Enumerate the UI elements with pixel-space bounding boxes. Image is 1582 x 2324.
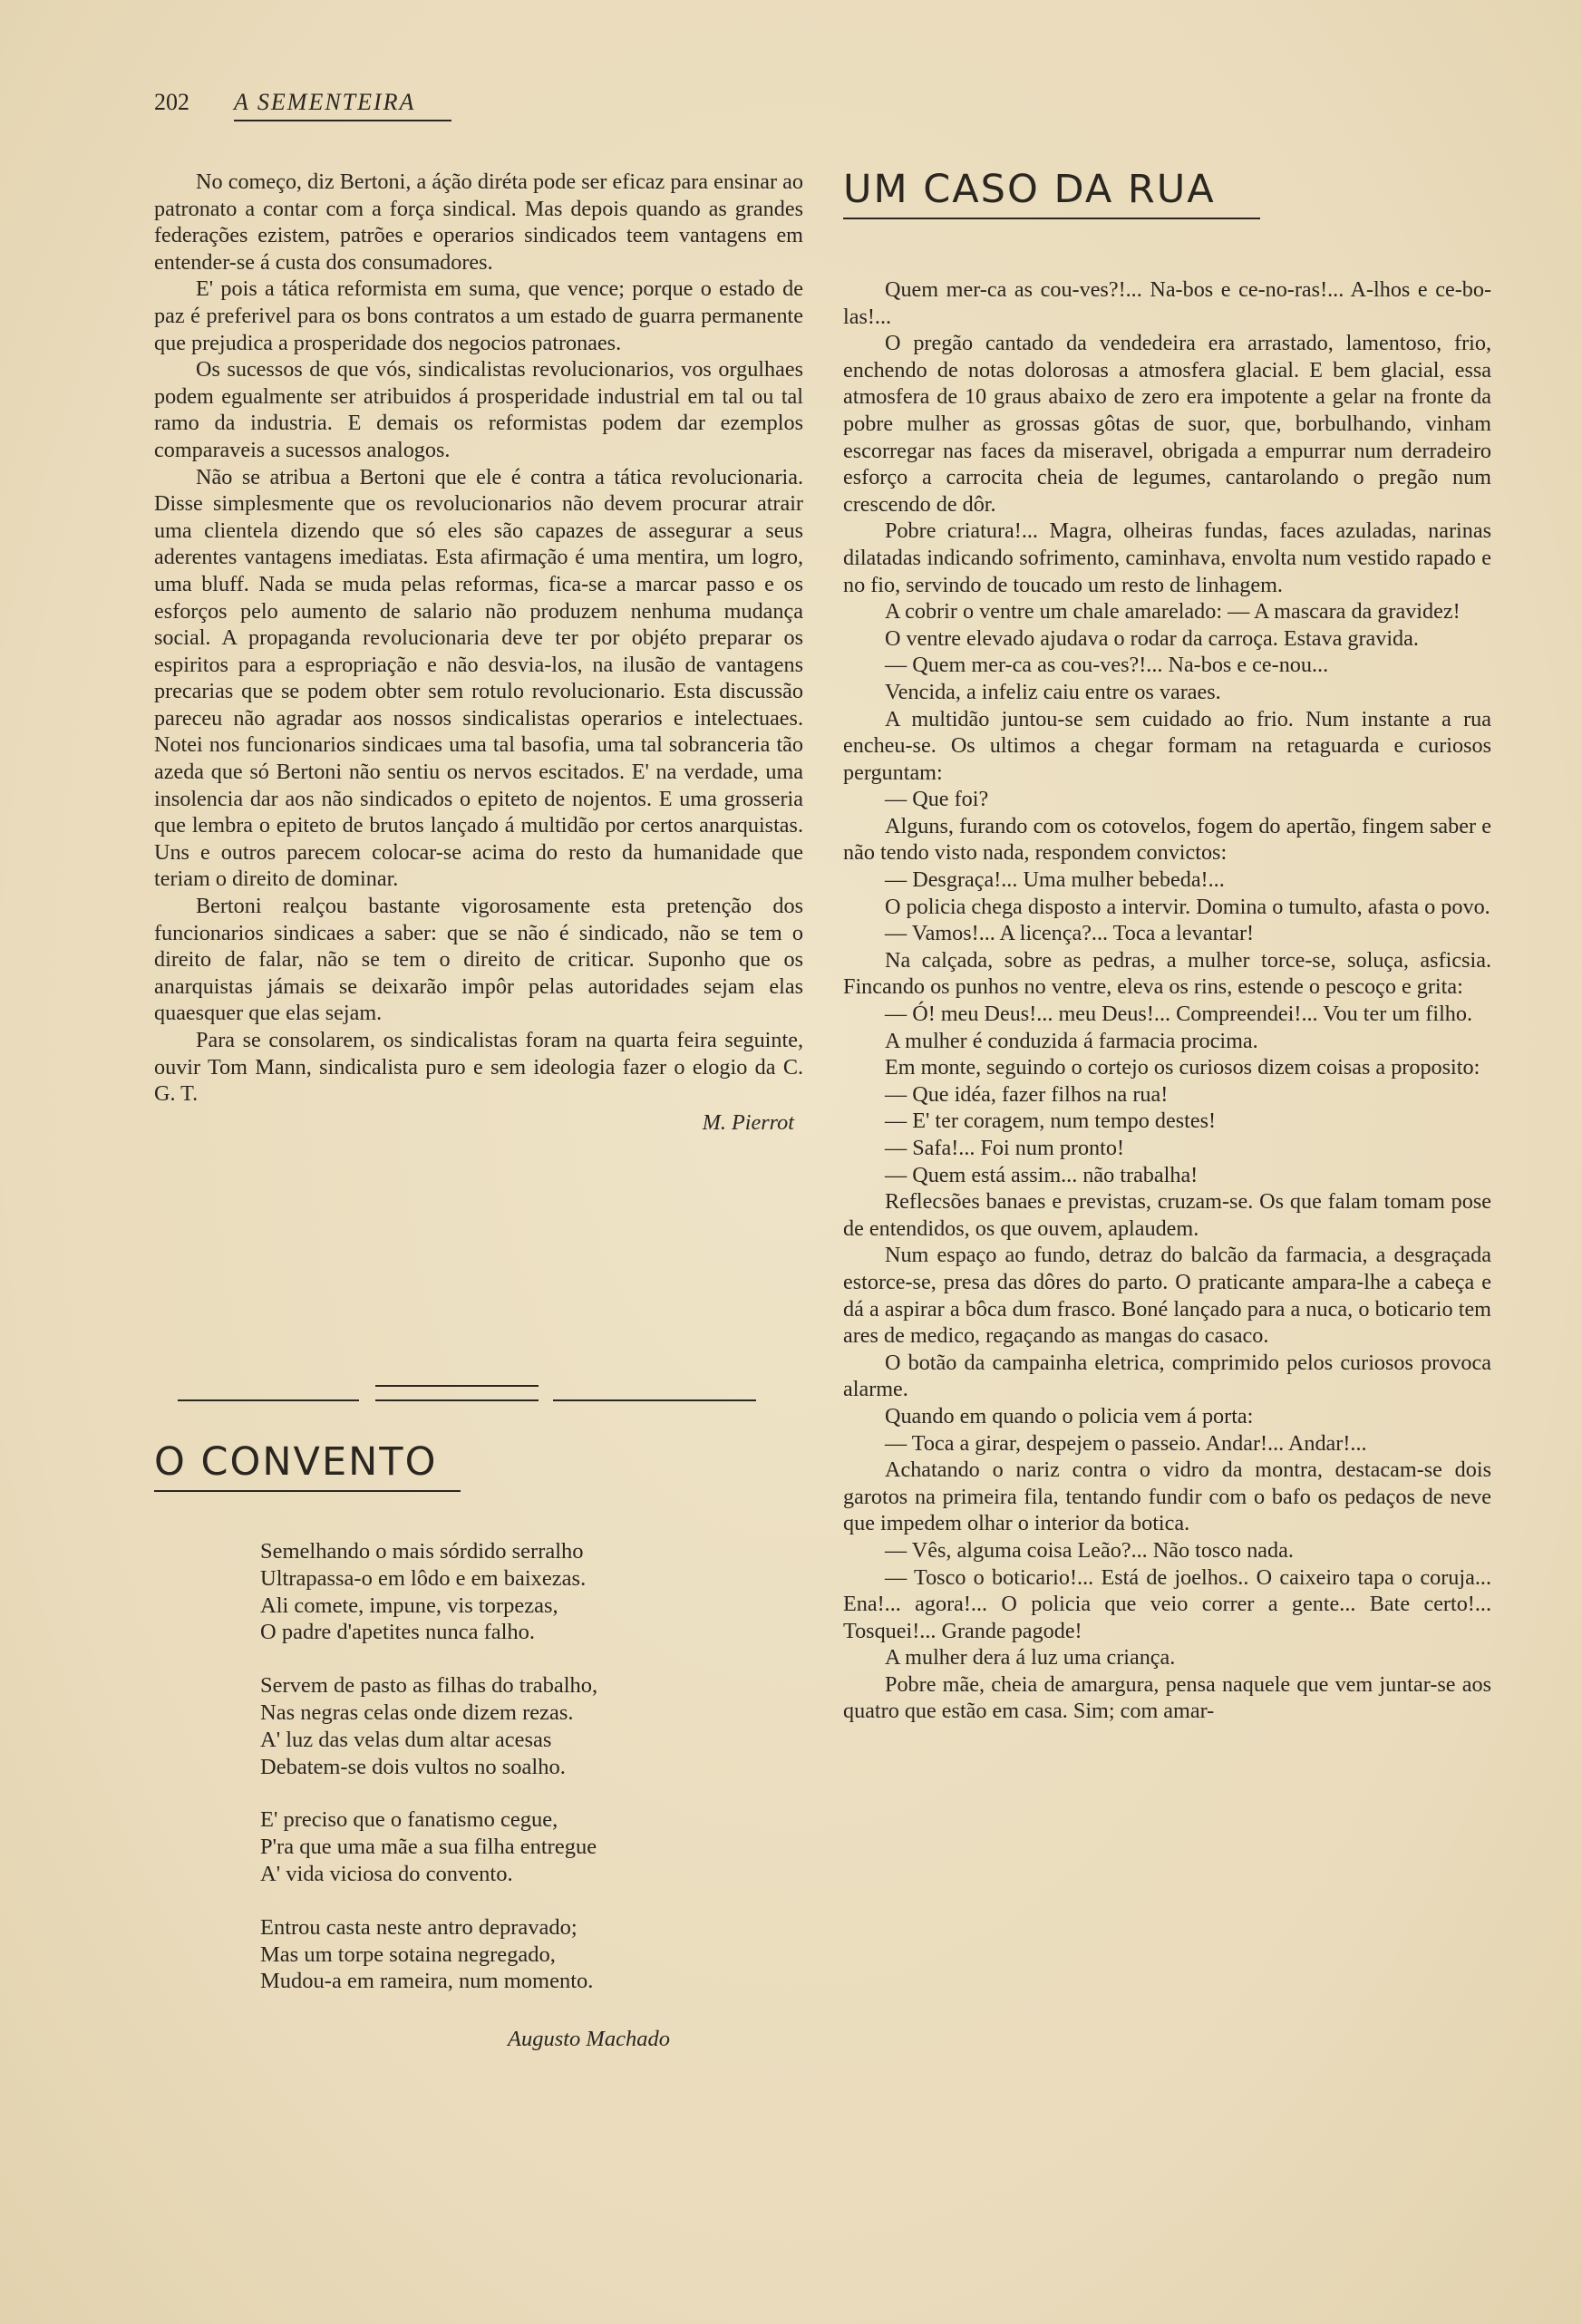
article-paragraph: — Toca a girar, despejem o passeio. Andar!... Andar!... — [885, 1430, 1367, 1456]
article-paragraph: Na calçada, sobre as pedras, a mulher torce-se, soluça, asficsia. Fincando os punhos no ventre, eleva os rins, estende o pescoço e grita: — [843, 947, 1491, 1000]
article-paragraph: Pobre criatura!... Magra, olheiras fundas, faces azuladas, narinas dilatadas indicando sofrimento, caminhava, envolta num vestido rapado e no fio, servindo de toucado um resto de linhagem. — [843, 518, 1491, 597]
article-paragraph: O botão da campainha eletrica, comprimido pelos curiosos provoca alarme. — [843, 1350, 1491, 1402]
article-paragraph: O pregão cantado da vendedeira era arrastado, lamentoso, frio, enchendo de notas dolorosas a atmosfera glacial. E bem glacial, essa atmosfera de 10 graus abaixo de zero era impotente a gelar na fronte da pobre mulher as grossas gôtas de suor, que, borbulhando, vinham escorregar nas faces da miseravel, obrigada a empurrar num derradeiro esforço a carrocita cheia de legumes, cantarolando o pregão num crescendo de dôr. — [843, 331, 1491, 517]
article-paragraph: — Ó! meu Deus!... meu Deus!... Compreendei!... Vou ter um filho. — [885, 1002, 1473, 1027]
poem-line: A' luz das velas dum altar acesas — [260, 1727, 552, 1752]
article-paragraph: — E' ter coragem, num tempo destes! — [885, 1109, 1217, 1134]
article-paragraph: E' pois a tática reformista em suma, que vence; porque o estado de paz é preferivel para os bons contratos a um estado de guarra permanente que prejudica a prosperidade dos negocios patronaes. — [154, 276, 803, 355]
poem-stanza — [260, 1806, 768, 1887]
poem-line: A' vida viciosa do convento. — [260, 1861, 513, 1886]
article-paragraph: No começo, diz Bertoni, a áção diréta pode ser eficaz para ensinar ao patronato a contar com a força sindical. Mas depois quando as grandes federações ezistem, patrões e operarios sindicados teem vantagens em entender-se á custa dos consumadores. — [154, 169, 803, 275]
poem-line: Entrou casta neste antro depravado; — [260, 1914, 577, 1940]
article-paragraph: Para se consolarem, os sindicalistas foram na quarta feira seguinte, ouvir Tom Mann, sindicalista puro e sem ideologia fazer o elogio da C. G. T. — [154, 1028, 803, 1107]
article-paragraph: — Safa!... Foi num pronto! — [885, 1136, 1125, 1160]
poem-stanza — [260, 1538, 768, 1646]
article-paragraph: Quando em quando o policia vem á porta: — [885, 1403, 1254, 1428]
article-paragraph: Os sucessos de que vós, sindicalistas revolucionarios, vos orgulhaes podem egualmente ser atribuidos á prosperidade industrial em tal ou tal ramo da industria. E demais os reformistas podem dar ezemplos comparaveis a sucessos analogos. — [154, 357, 803, 462]
poem-line: P'ra que uma mãe a sua filha entregue — [260, 1835, 597, 1860]
header-underline — [234, 120, 451, 121]
poem — [260, 1538, 768, 2021]
article-paragraph: — Vamos!... A licença?... Toca a levantar! — [885, 921, 1255, 946]
poem-author: Augusto Machado — [508, 2027, 670, 2051]
poem-line: Mas um torpe sotaina negregado, — [260, 1942, 556, 1967]
page-header — [154, 89, 462, 125]
poem-line: E' preciso que o fanatismo cegue, — [260, 1807, 558, 1833]
poem-line: Servem de pasto as filhas do trabalho, — [260, 1673, 598, 1699]
article-paragraph: — Que foi? — [885, 787, 989, 812]
right-article-title: UM CASO DA RUA — [843, 167, 1216, 212]
poem-line: Semelhando o mais sórdido serralho — [260, 1539, 584, 1564]
poem-stanza — [260, 1672, 768, 1780]
article-paragraph: O policia chega disposto a intervir. Domina o tumulto, afasta o povo. — [885, 894, 1490, 919]
article-paragraph: Em monte, seguindo o cortejo os curiosos dizem coisas a proposito: — [885, 1055, 1480, 1080]
article-paragraph: Achatando o nariz contra o vidro da montra, destacam-se dois garotos na primeira fila, tentando fundir com o bafo os pedaços de neve que impedem olhar o interior da botica. — [843, 1457, 1491, 1536]
poem-stanza — [260, 1914, 768, 1995]
article-paragraph: — Quem mer-ca as cou-ves?!... Na-bos e ce-nou... — [885, 653, 1329, 678]
poem-line: Mudou-a em rameira, num momento. — [260, 1969, 594, 1994]
article-paragraph: A cobrir o ventre um chale amarelado: — A mascara da gravidez! — [885, 599, 1461, 625]
article-paragraph: — Tosco o boticario!... Está de joelhos.. O caixeiro tapa o coruja... Ena!... agora!... O policia que veio correr a gente... Bate certo!... Tosquei!... Grande pagode! — [843, 1564, 1491, 1643]
article-paragraph: — Desgraça!... Uma mulher bebeda!... — [885, 867, 1225, 893]
article-paragraph: Não se atribua a Bertoni que ele é contra a tática revolucionaria. Disse simplesmente que os revolucionarios não devem procurar atrair uma clientela dizendo que só eles são capazes de assegurar a seus aderentes vantagens imediatas. Esta afirmação é uma mentira, um logro, uma bluff. Nada se muda pelas reformas, fica-se a marcar passo e os esforços pelo aumento de salario não produzem nenhuma mudança social. A propaganda revolucionaria deve ter por objéto preparar os espiritos para a espropriação e não desvia-los, na ilusão de vantagens precarias que se podem obter sem rotulo revolucionario. Esta discussão pareceu não agradar aos nossos sindicalistas operarios e intelectuaes. Notei nos funcionarios sindicaes uma tal basofia, uma tal sobranceria tão azeda que só Bertoni não sentiu os nervos escitados. E' na verdade, uma insolencia dar aos não sindicados o epiteto de nojentos. E uma grosseria que lembra o epiteto de brutos lançado á multidão por certos anarquistas. Uns e outros parecem colocar-se acima do resto da humanidade que teriam o direito de dominar. — [154, 464, 803, 892]
poem-line: Nas negras celas onde dizem rezas. — [260, 1699, 574, 1725]
poem-line: Ali comete, impune, vis torpezas, — [260, 1593, 558, 1618]
article-paragraph: Quem mer-ca as cou-ves?!... Na-bos e ce-no-ras!... A-lhos e ce-bo-las!... — [843, 277, 1491, 329]
article-paragraph: A mulher dera á luz uma criança. — [885, 1645, 1176, 1670]
article-paragraph: Num espaço ao fundo, detraz do balcão da farmacia, a desgraçada estorce-se, presa das dôres do parto. O praticante ampara-lhe a cabeça e dá a aspirar a bôca dum frasco. Boné lançado para a nuca, o boticario tem ares de medico, regaçando as mangas do casaco. — [843, 1243, 1491, 1349]
article-paragraph: A multidão juntou-se sem cuidado ao frio. Num instante a rua encheu-se. Os ultimos a chegar formam na retaguarda e curiosos perguntam: — [843, 706, 1491, 785]
article-paragraph: — Que idéa, fazer filhos na rua! — [885, 1081, 1169, 1107]
poem-title: O CONVENTO — [154, 1439, 437, 1485]
article-paragraph: Alguns, furando com os cotovelos, fogem do apertão, fingem saber e não tendo visto nada, respondem convictos: — [843, 813, 1491, 866]
right-article — [843, 276, 1491, 1725]
poem-line: Debatem-se dois vultos no soalho. — [260, 1754, 566, 1779]
article-paragraph: Reflecsões banaes e previstas, cruzam-se. Os que falam tomam pose de entendidos, os que ouvem, aplaudem. — [843, 1189, 1491, 1241]
left-article — [154, 169, 803, 1136]
poem-line: O padre d'apetites nunca falho. — [260, 1620, 536, 1645]
article-paragraph: Pobre mãe, cheia de amargura, pensa naquele que vem juntar-se aos quatro que estão em casa. Sim; com amar- — [843, 1671, 1491, 1724]
article-paragraph: — Vês, alguma coisa Leão?... Não tosco nada. — [885, 1537, 1294, 1563]
publication-name: A SEMENTEIRA — [234, 89, 416, 115]
poem-line: Ultrapassa-o em lôdo e em baixezas. — [260, 1565, 587, 1591]
section-separator — [178, 1385, 758, 1412]
page-number: 202 — [154, 89, 189, 115]
article-paragraph: O ventre elevado ajudava o rodar da carroça. Estava gravida. — [885, 625, 1419, 651]
article-paragraph: — Quem está assim... não trabalha! — [885, 1162, 1199, 1187]
article-paragraph: Vencida, a infeliz caiu entre os varaes. — [885, 679, 1221, 704]
article-paragraph: A mulher é conduzida á farmacia procima. — [885, 1028, 1258, 1053]
article-author: M. Pierrot — [702, 1109, 794, 1135]
article-paragraph: Bertoni realçou bastante vigorosamente esta pretenção dos funcionarios sindicaes a saber: que se não é sindicado, não se tem o direito de falar, não se tem o direito de criticar. Suponho que os anarquistas jámais se deixarão impôr pelas autoridades sejam elas quaesquer que elas sejam. — [154, 894, 803, 1026]
